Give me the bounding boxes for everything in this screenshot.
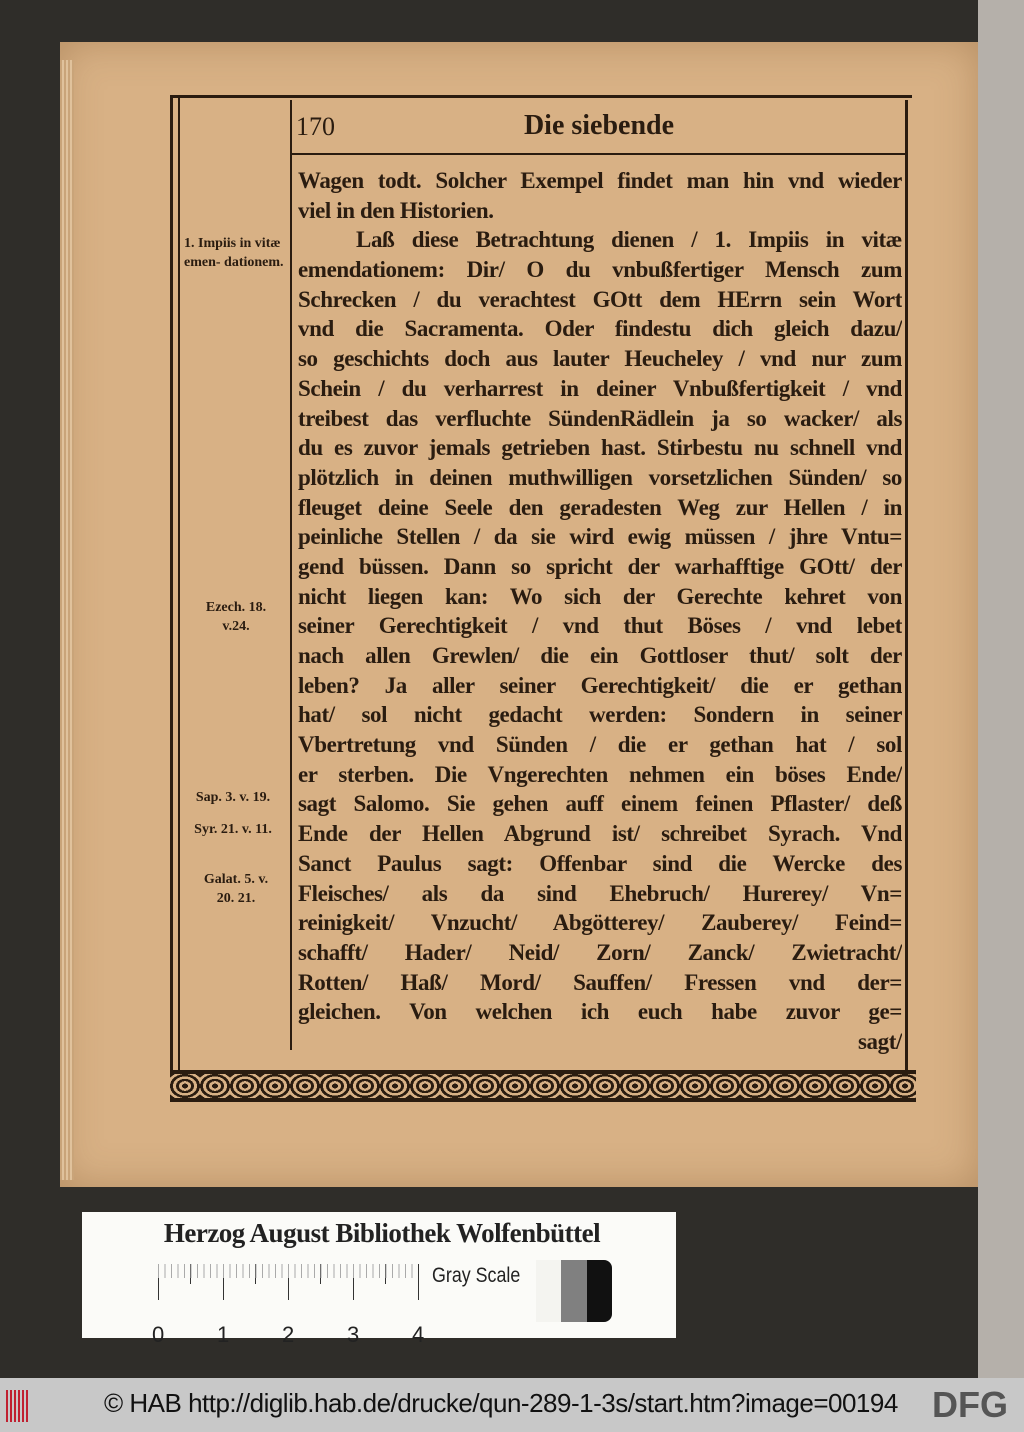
text-line: er sterben. Die Vngerechten nehmen ein böses Ende/ [298,761,902,787]
ruler [152,1264,425,1347]
text-line: vnd die Sacramenta. Oder findestu dich gleich dazu/ [298,316,902,342]
hab-logo-icon [6,1390,28,1422]
page-edges [60,60,74,1180]
ruler-label: 3 [347,1322,360,1347]
text-line: seiner Gerechtigkeit / vnd thut Böses / vnd lebet [298,613,902,639]
ruler-label: 4 [412,1322,425,1347]
library-scale-card [82,1212,676,1347]
text-line: reinigkeit/ Vnzucht/ Abgötterey/ Zauberey/ Feind= [298,910,902,936]
body-text [298,166,902,1057]
text-line: Ende der Hellen Abgrund ist/ schreibet Syrach. Vnd [298,821,902,847]
margin-note: Ezech. 18. v.24. [205,600,267,634]
text-line: gend büssen. Dann so spricht der warhafftige GOtt/ der [298,553,902,579]
text-line: emendationem: Dir/ O du vnbußfertiger Mensch zum [298,257,902,283]
text-line: sagt/ [857,1028,902,1054]
copyright-url[interactable]: © HAB http://diglib.hab.de/drucke/qun-289-1-3s/start.htm?image=00194 [104,1388,898,1418]
text-line: nach allen Grewlen/ die ein Gottloser thut/ solt der [298,643,902,668]
text-line: Sanct Paulus sagt: Offenbar sind die Wercke des [298,850,902,876]
text-line: hat/ sol nicht gedacht werden: Sondern in seiner [298,702,902,728]
text-line: Laß diese Betrachtung dienen / 1. Impiis in vitæ [356,227,902,253]
text-line: Schein / du verharrest in deiner Vnbußfertigkeit / vnd [298,375,902,401]
frame-top-line [170,95,912,98]
ruler-label: 0 [152,1322,165,1347]
text-line: peinliche Stellen / da sie wird ewig müssen / jhre Vntu= [298,524,902,550]
ruler-tick [418,1264,419,1300]
text-column-right-line [905,100,908,1070]
running-head: Die siebende [523,110,675,141]
text-line: schafft/ Hader/ Neid/ Zorn/ Zanck/ Zwietracht/ [298,939,902,965]
margin-note: Galat. 5. v. 20. 21. [203,872,269,906]
gray-scale-label: Gray Scale [432,1264,521,1287]
running-header [296,108,902,148]
text-line: viel in den Historien. [298,197,494,223]
ruler-minor-ticks [158,1264,418,1278]
gray-patch [561,1260,586,1322]
margin-note: 1. Impiis in vitæ emen- dationem. [184,236,284,270]
adjacent-page [978,0,1024,1378]
text-line: Wagen todt. Solcher Exempel findet man hin vnd wieder [298,168,902,193]
text-line: nicht liegen kan: Wo sich der Gerechte kehret von [298,583,902,609]
header-rule [292,153,906,155]
text-line: leben? Ja aller seiner Gerechtigkeit/ die er gethan [298,672,902,698]
dfg-logo: DFG [932,1384,1008,1425]
text-line: treibest das verfluchte SündenRädlein ja so wacker/ als [298,405,902,431]
footer-bar [0,1378,1024,1432]
white-patch [536,1260,561,1322]
text-line: sagt Salomo. Sie gehen auff einem feinen Pflaster/ deß [298,791,902,817]
ruler-label: 2 [282,1322,295,1347]
page-number: 170 [296,112,335,141]
text-line: Schrecken / du verachtest GOtt dem HErrn sein Wort [298,286,902,312]
text-column-left-line [290,100,292,1050]
text-line: Rotten/ Haß/ Mord/ Sauffen/ Fressen vnd der= [298,969,902,995]
gray-scale-swatch [536,1260,612,1322]
ruler-label: 1 [217,1322,230,1347]
text-line: gleichen. Von welchen ich euch habe zuvor ge= [298,999,902,1025]
text-line: plötzlich in deinen muthwilligen vorsetzlichen Sünden/ so [298,464,902,490]
text-line: Vbertretung vnd Sünden / die er gethan hat / sol [298,732,902,758]
text-line: fleuget deine Seele den geradesten Weg zur Hellen / in [298,494,902,520]
ornamental-border [170,1070,916,1102]
frame-left-inner [178,95,180,1070]
margin-note: Syr. 21. v. 11. [194,822,272,837]
text-line: du es zuvor jemals getrieben hast. Stirbestu nu schnell vnd [298,435,902,461]
frame-left-outer [170,95,173,1070]
text-line: so geschichts doch aus lauter Heucheley / vnd nur zum [298,346,902,372]
black-patch [587,1260,612,1322]
library-name: Herzog August Bibliothek Wolfenbüttel [163,1218,601,1248]
margin-note: Sap. 3. v. 19. [195,790,271,805]
text-line: Fleisches/ als da sind Ehebruch/ Hurerey/ Vn= [298,880,902,906]
